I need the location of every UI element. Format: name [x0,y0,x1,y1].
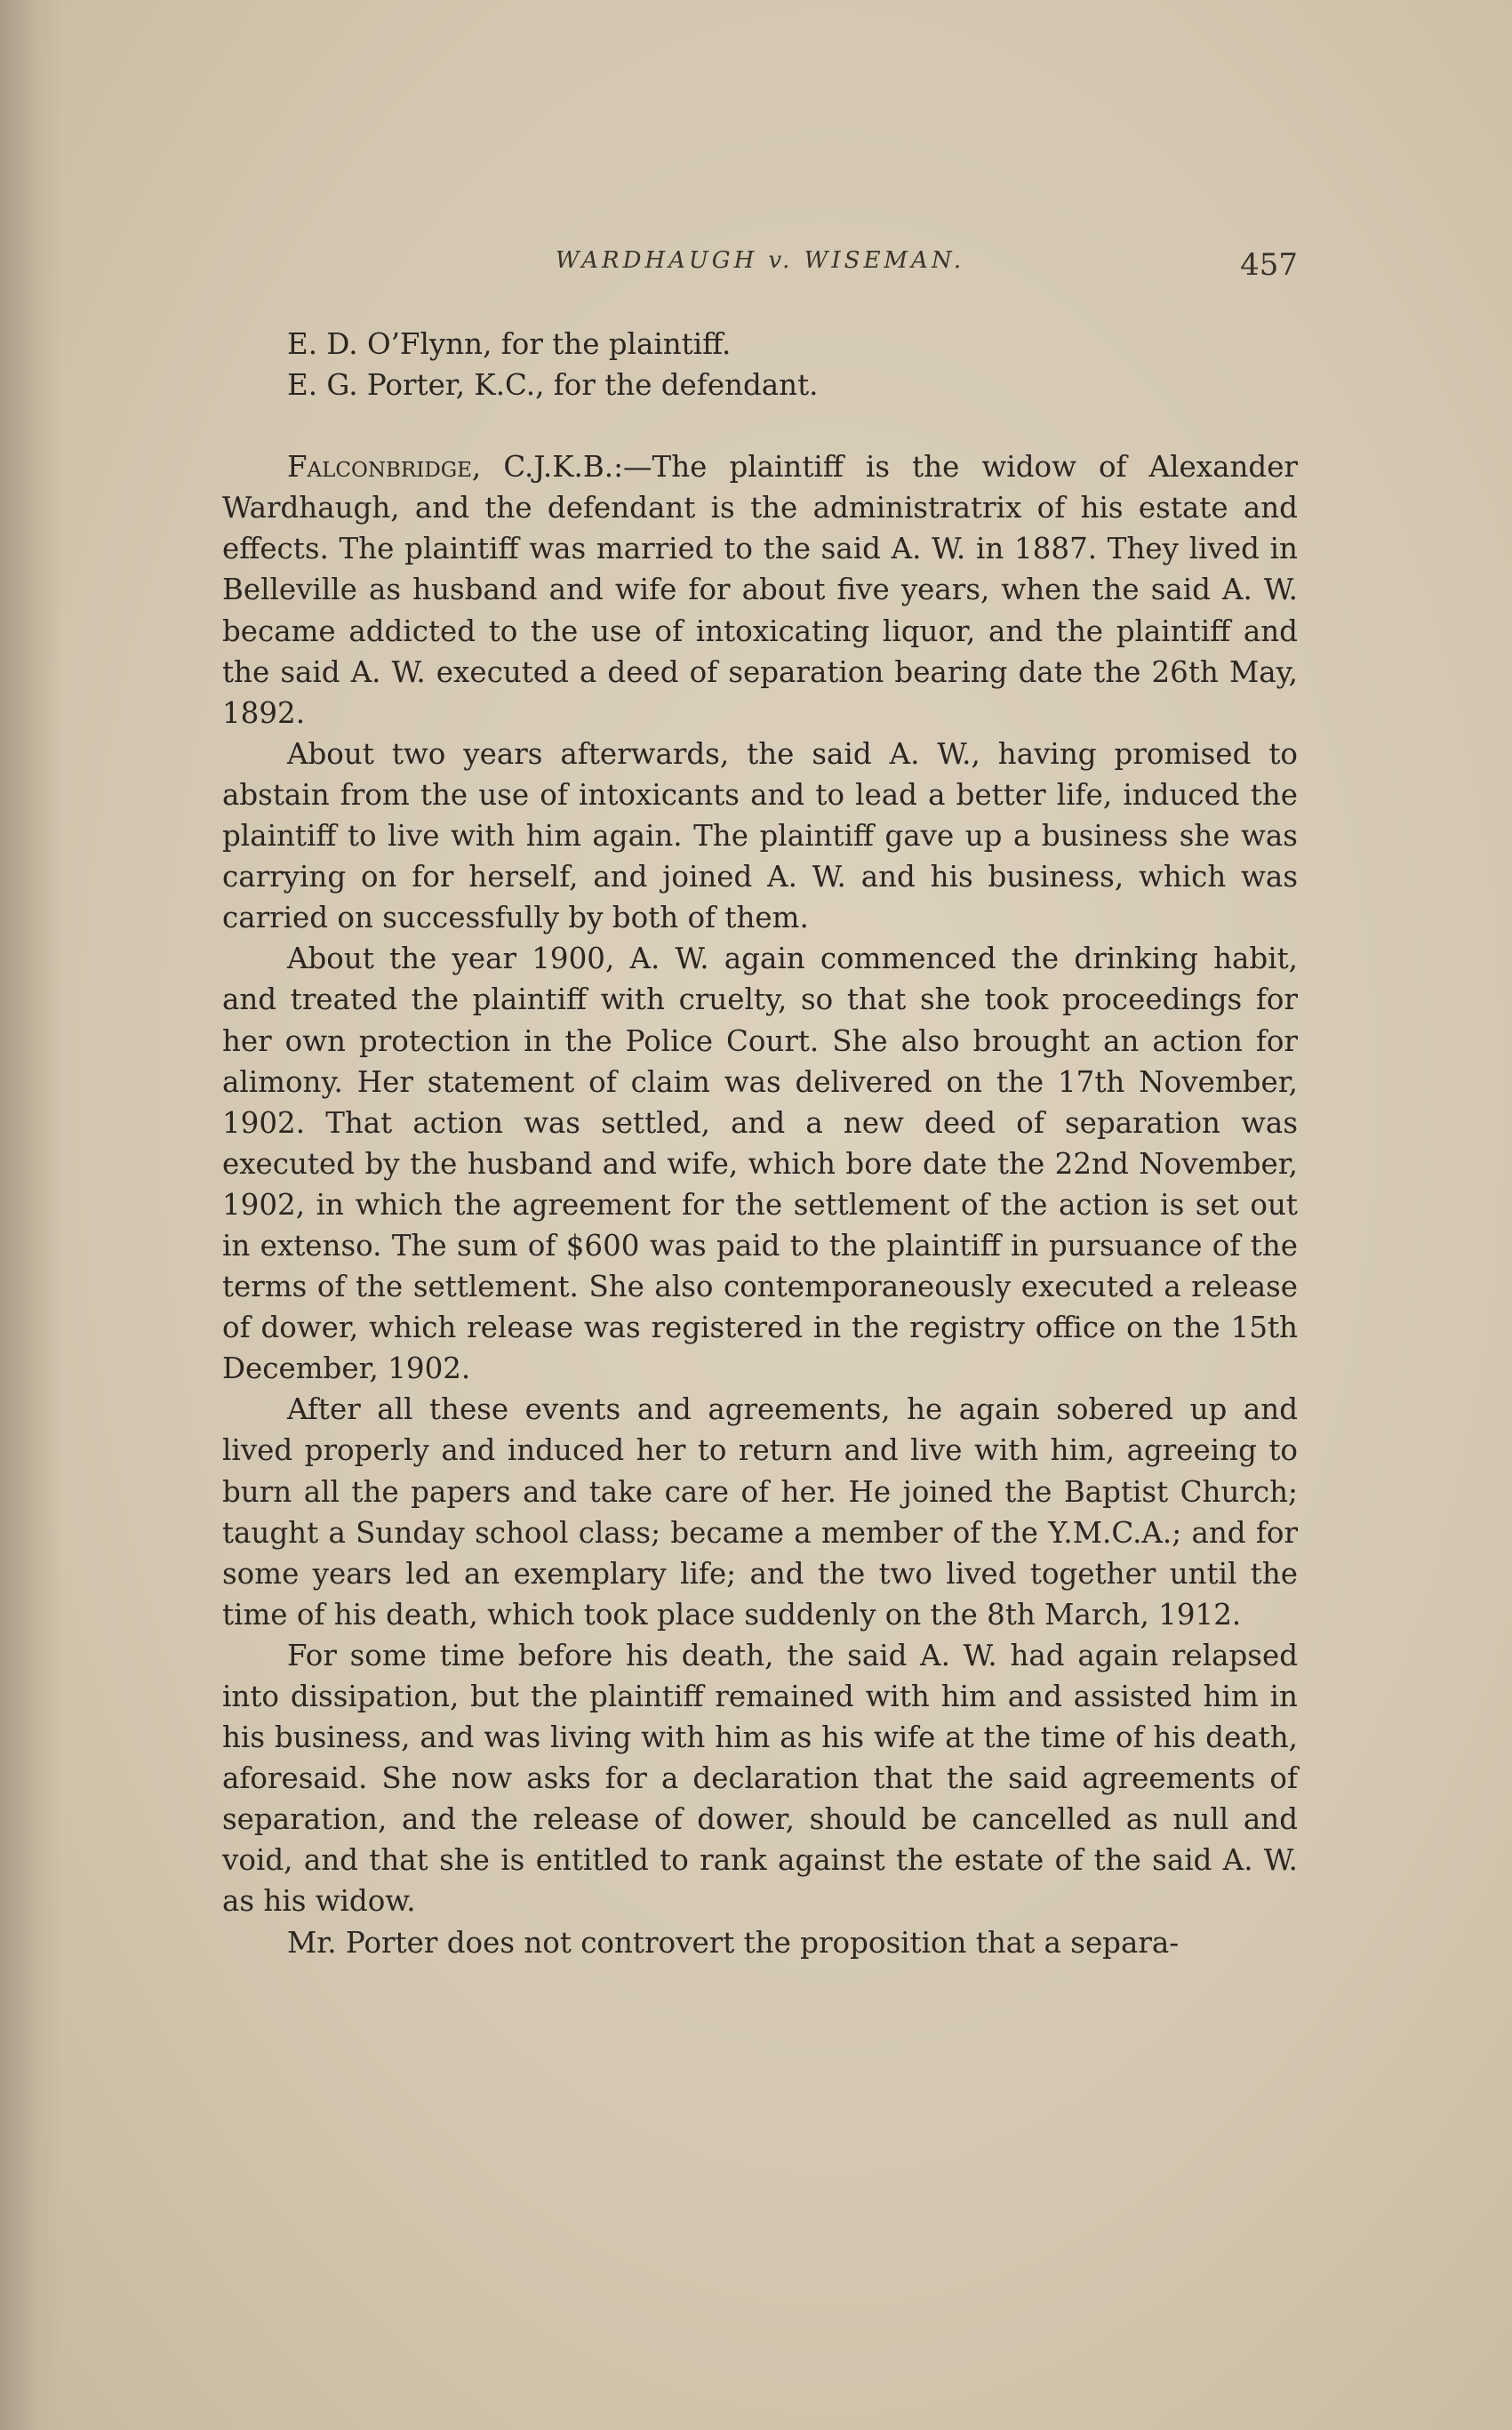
paragraph-second-separation: About the year 1900, A. W. again commenced the drinking habit, and treated the plaintiff with cruelty, so that she took proceedings for her own protection in the Police Court. She also brought an action for alimony. Her statement of claim was delivered on the 17th November, 1902. That action was settled, and a new deed of separation was executed by the husband and wife, which bore date the 22nd November, 1902, in which the agreement for the settlement of the action is set out in extenso. The sum of $600 was paid to the plaintiff in pursuance of the terms of the settlement. She also contemporaneously executed a release of dower, which release was registered in the registry office on the 15th December, 1902. [222,942,1298,1386]
judge-name: Falconbridge, C.J.K.B. [287,450,614,485]
page-header [222,240,1298,293]
paragraph-reconciliation: About two years afterwards, the said A. W., having promised to abstain from the use of intoxicants and to lead a better life, induced the plaintiff to live with him again. The plaintiff gave up a business she was carrying on for herself, and joined A. W. and his business, which was carried on successfully by both of them. [222,736,1298,935]
paragraph-porter-argument: Mr. Porter does not controvert the proposition that a separa- [287,1925,1180,1960]
binding-gutter-shadow [0,0,62,2430]
counsel-defendant: E. G. Porter, K.C., for the defendant. [287,368,819,403]
opening-text: :—The plaintiff is the widow of Alexander Wardhaugh, and the defendant is the administratrix of his estate and effects. The plaintiff was married to the said A. W. in 1887. They lived in Belleville as husband and wife for about five years, when the said A. W. became addicted to the use of intoxicating liquor, and the plaintiff and the said A. W. executed a deed of separation bearing date the 26th May, 1892. [222,450,1298,730]
paragraph-return: After all these events and agreements, he again sobered up and lived properly and induced her to return and live with him, agreeing to burn all the papers and take care of her. He joined the Baptist Church; taught a Sunday school class; became a member of the Y.M.C.A.; and for some years led an exemplary life; and the two lived together until the time of his death, which took place suddenly on the 8th March, 1912. [222,1392,1298,1632]
page-body [222,324,1298,1963]
counsel-plaintiff: E. D. O’Flynn, for the plaintiff. [287,327,732,361]
running-title: WARDHAUGH v. WISEMAN. [555,247,965,274]
page-number: 457 [1240,247,1298,283]
paragraph-relapse-and-claim: For some time before his death, the said A. W. had again relapsed into dissipation, but the plaintiff remained with him and assisted him in his business, and was living with him as his wife at the time of his death, aforesaid. She now asks for a declaration that the said agreements of separation, and the release of dower, should be cancelled as null and void, and that she is entitled to rank against the estate of the said A. W. as his widow. [222,1638,1298,1919]
judgment-opening-paragraph [222,446,1298,734]
